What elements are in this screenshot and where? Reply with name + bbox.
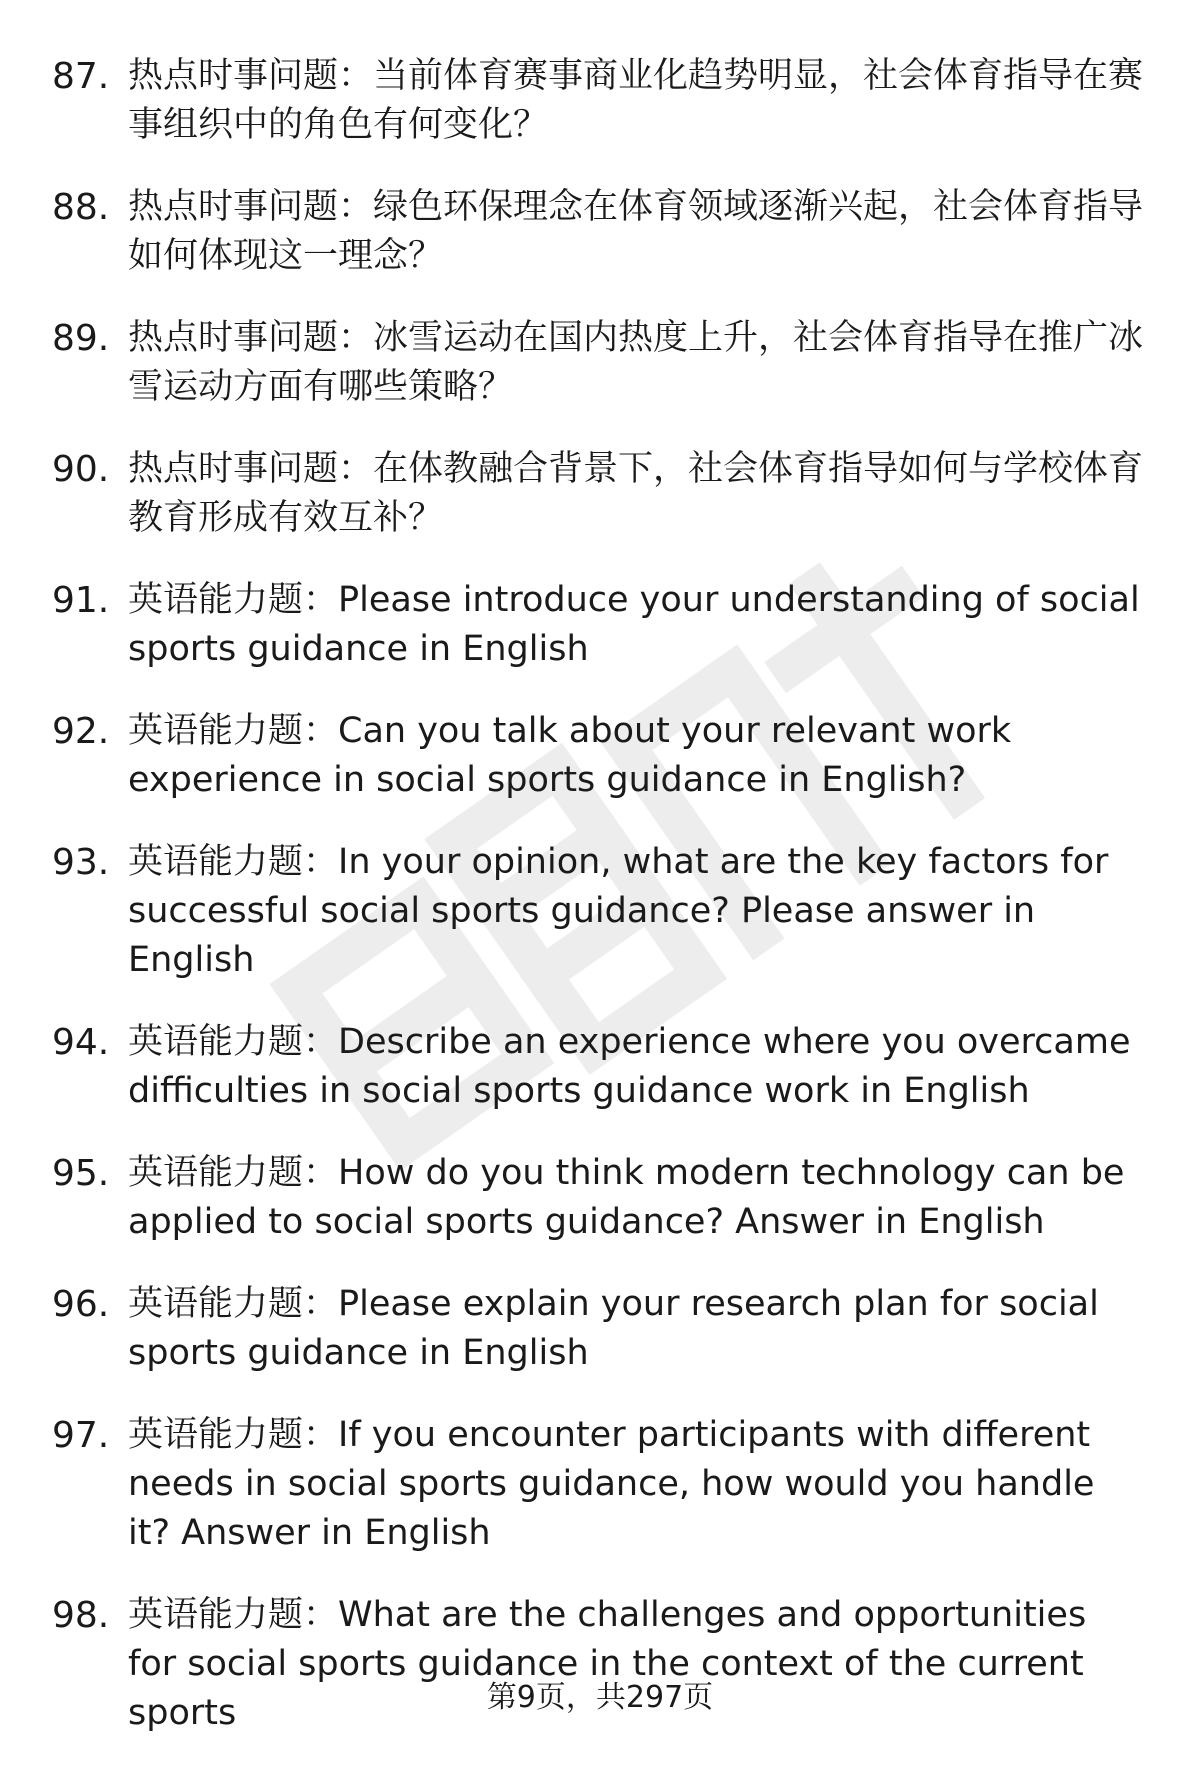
question-number: 96.	[52, 1284, 110, 1325]
list-item	[0, 1149, 1200, 1247]
question-number: 92.	[52, 711, 110, 752]
list-item	[0, 1411, 1200, 1558]
page-footer: 第9页，共297页	[486, 1680, 714, 1715]
question-number: 94.	[52, 1022, 110, 1063]
question-text: 热点时事问题：冰雪运动在国内热度上升，社会体育指导在推广冰雪运动方面有哪些策略？	[128, 318, 1144, 407]
list-item	[0, 445, 1200, 543]
question-number: 98.	[52, 1595, 110, 1636]
question-number: 95.	[52, 1153, 110, 1194]
question-text: 热点时事问题：在体教融合背景下，社会体育指导如何与学校体育教育形成有效互补？	[128, 449, 1144, 538]
question-text: 英语能力题：Please explain your research plan for social sports guidance in English	[128, 1284, 1099, 1373]
list-item	[0, 314, 1200, 412]
question-text: 热点时事问题：绿色环保理念在体育领域逐渐兴起，社会体育指导如何体现这一理念？	[128, 187, 1144, 276]
question-number: 93.	[52, 842, 110, 883]
question-text: 热点时事问题：当前体育赛事商业化趋势明显，社会体育指导在赛事组织中的角色有何变化？	[128, 56, 1144, 145]
question-number: 89.	[52, 318, 110, 359]
list-item	[0, 576, 1200, 674]
question-list	[0, 52, 1200, 1771]
question-text: 英语能力题：Please introduce your understanding of social sports guidance in English	[128, 580, 1140, 669]
question-number: 97.	[52, 1415, 110, 1456]
question-text: 英语能力题：In your opinion, what are the key factors for successful social sports guidance? Please answer in English	[128, 842, 1109, 980]
list-item	[0, 183, 1200, 281]
list-item	[0, 1018, 1200, 1116]
list-item	[0, 707, 1200, 805]
question-number: 88.	[52, 187, 110, 228]
question-number: 87.	[52, 56, 110, 97]
question-text: 英语能力题：Describe an experience where you overcame difficulties in social sports guidance work in English	[128, 1022, 1131, 1111]
question-number: 90.	[52, 449, 110, 490]
question-text: 英语能力题：Can you talk about your relevant work experience in social sports guidance in English?	[128, 711, 1012, 800]
question-text: 英语能力题：How do you think modern technology can be applied to social sports guidance? Answer in English	[128, 1153, 1125, 1242]
question-text: 英语能力题：If you encounter participants with different needs in social sports guidance, how would you handle it? Answer in English	[128, 1415, 1095, 1553]
question-number: 91.	[52, 580, 110, 621]
list-item	[0, 838, 1200, 985]
question-text: 英语能力题：What are the challenges and opportunities for social sports guidance in the context of the current sports	[128, 1595, 1087, 1733]
list-item	[0, 52, 1200, 150]
list-item	[0, 1280, 1200, 1378]
